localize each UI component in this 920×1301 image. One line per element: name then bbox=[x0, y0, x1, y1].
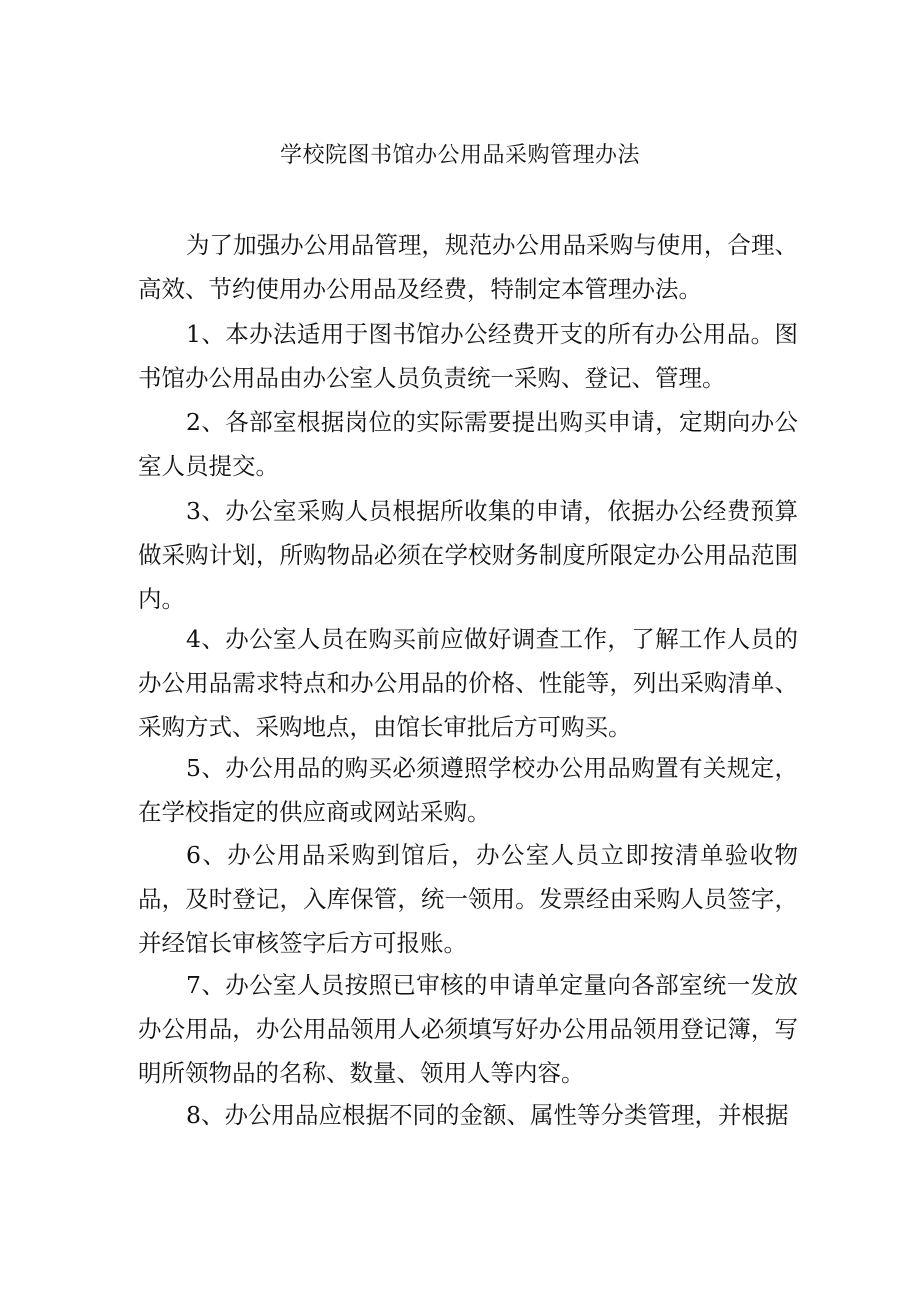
article-3-paragraph: 3、办公室采购人员根据所收集的申请，依据办公经费预算做采购计划，所购物品必须在学校财务制度所限定办公用品范围内。 bbox=[138, 497, 798, 613]
intro-paragraph: 为了加强办公用品管理，规范办公用品采购与使用，合理、高效、节约使用办公用品及经费，特制定本管理办法。 bbox=[138, 231, 798, 303]
article-6-paragraph: 6、办公用品采购到馆后，办公室人员立即按清单验收物品，及时登记，入库保管，统一领用。发票经由采购人员签字，并经馆长审核签字后方可报账。 bbox=[138, 841, 798, 957]
article-4-paragraph: 4、办公室人员在购买前应做好调查工作，了解工作人员的办公用品需求特点和办公用品的价格、性能等，列出采购清单、采购方式、采购地点，由馆长审批后方可购买。 bbox=[138, 625, 798, 741]
article-1-paragraph: 1、本办法适用于图书馆办公经费开支的所有办公用品。图书馆办公用品由办公室人员负责统一采购、登记、管理。 bbox=[138, 320, 798, 392]
article-7-paragraph: 7、办公室人员按照已审核的申请单定量向各部室统一发放办公用品，办公用品领用人必须填写好办公用品领用登记簿，写明所领物品的名称、数量、领用人等内容。 bbox=[138, 971, 798, 1087]
article-5-paragraph: 5、办公用品的购买必须遵照学校办公用品购置有关规定，在学校指定的供应商或网站采购。 bbox=[138, 754, 798, 826]
document-title: 学校院图书馆办公用品采购管理办法 bbox=[279, 143, 640, 168]
article-8-paragraph: 8、办公用品应根据不同的金额、属性等分类管理，并根据 bbox=[186, 1101, 789, 1129]
article-2-paragraph: 2、各部室根据岗位的实际需要提出购买申请，定期向办公室人员提交。 bbox=[138, 408, 798, 480]
